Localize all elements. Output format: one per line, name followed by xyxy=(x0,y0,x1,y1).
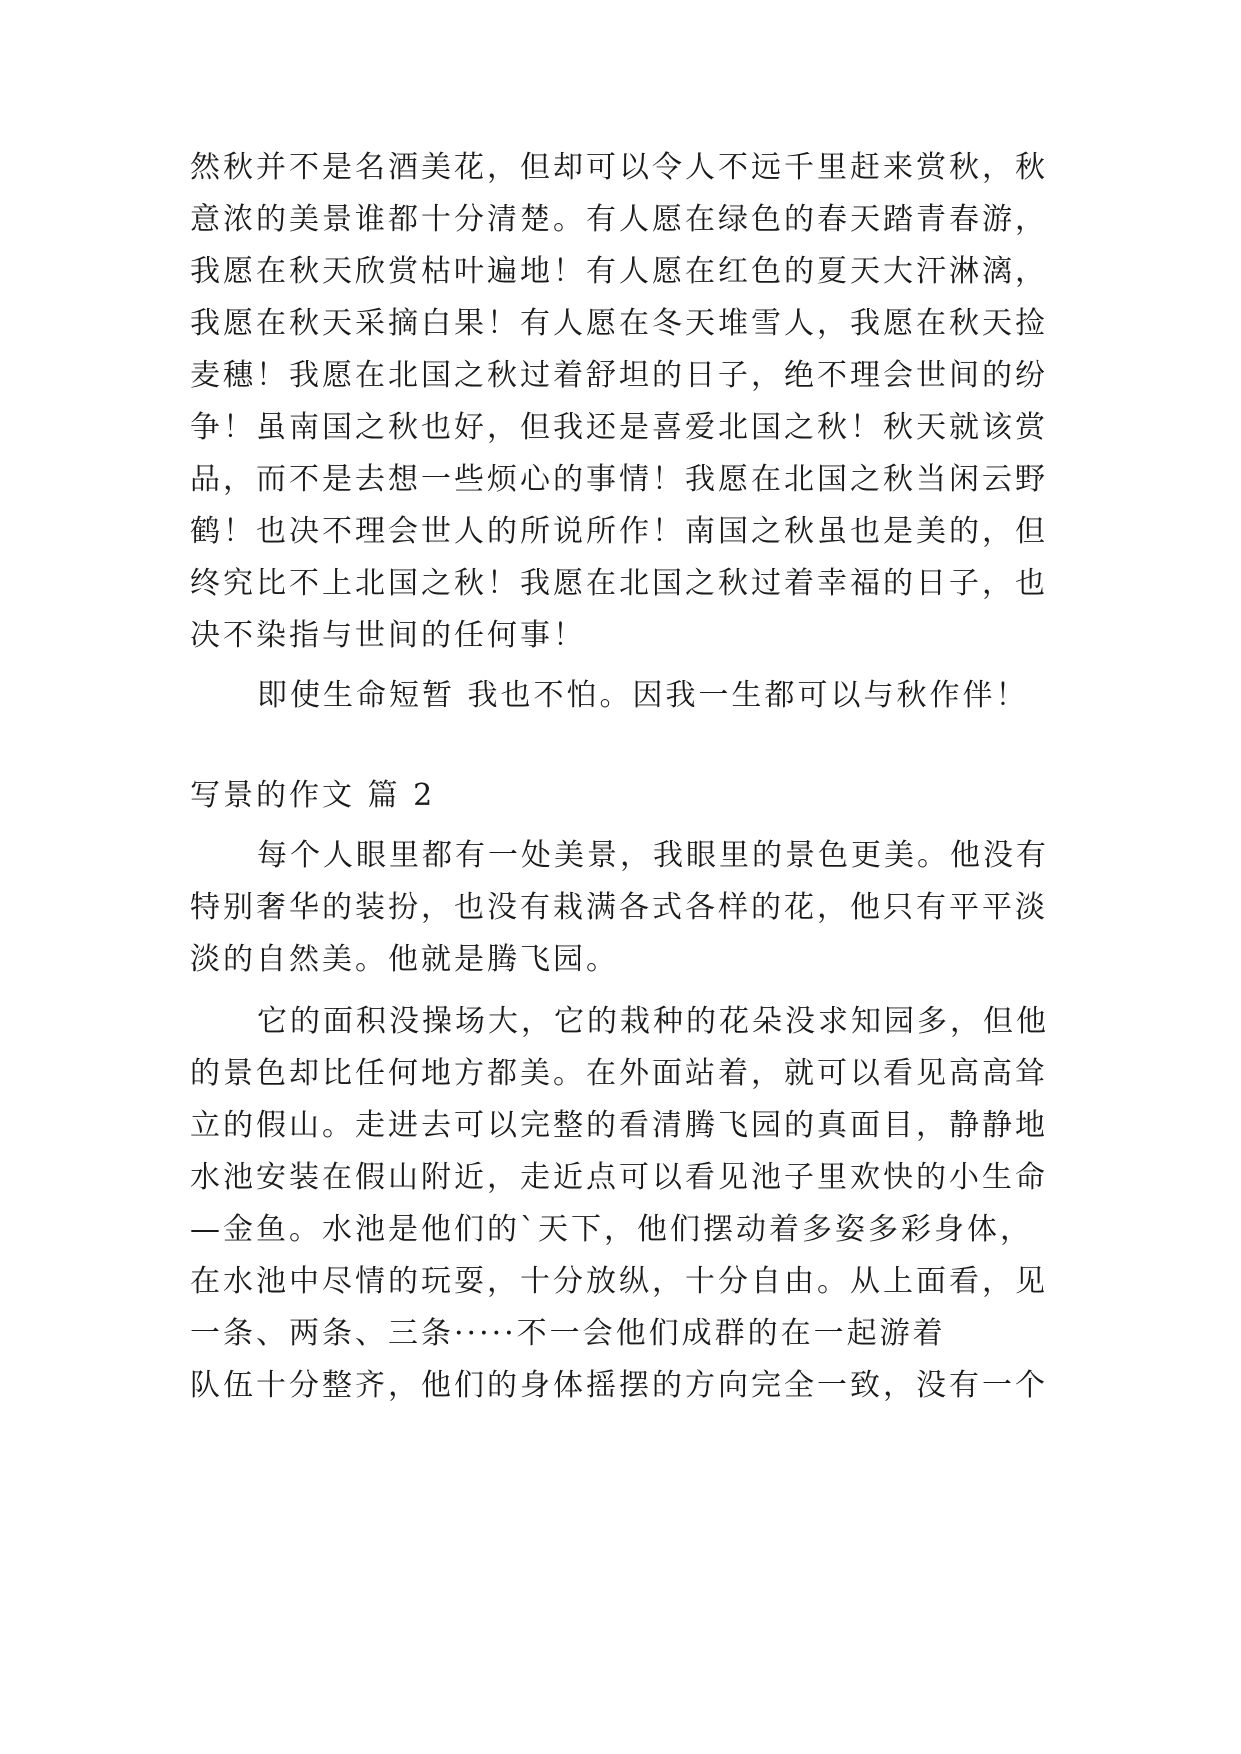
section-title: 写景的作文 篇 2 xyxy=(190,778,436,813)
body-text-line: 淡的自然美。他就是腾飞园。 xyxy=(190,942,619,977)
body-text-line: 它的面积没操场大，它的栽种的花朵没求知园多，但他 xyxy=(257,1004,1049,1039)
body-text-line: 麦穗！我愿在北国之秋过着舒坦的日子，绝不理会世间的纷 xyxy=(190,358,1048,393)
body-text-line: 一条、两条、三条·····不一会他们成群的在一起游着 xyxy=(190,1316,946,1351)
body-text-line: 的景色却比任何地方都美。在外面站着，就可以看见高高耸 xyxy=(190,1056,1048,1091)
body-text-line: —金鱼。水池是他们的`天下，他们摆动着多姿多彩身体， xyxy=(190,1212,1033,1247)
body-text-line: 鹤！也决不理会世人的所说所作！南国之秋虽也是美的，但 xyxy=(190,514,1048,549)
body-text-line: 我愿在秋天欣赏枯叶遍地！有人愿在红色的夏天大汗淋漓， xyxy=(190,254,1048,289)
body-text-line: 意浓的美景谁都十分清楚。有人愿在绿色的春天踏青春游， xyxy=(190,202,1048,237)
body-text-line: 然秋并不是名酒美花，但却可以令人不远千里赶来赏秋，秋 xyxy=(190,150,1048,185)
body-text-line: 品，而不是去想一些烦心的事情！我愿在北国之秋当闲云野 xyxy=(190,462,1048,497)
closing-line: 即使生命短暂 我也不怕。因我一生都可以与秋作伴！ xyxy=(257,678,1029,713)
body-text-line: 特别奢华的装扮，也没有栽满各式各样的花，他只有平平淡 xyxy=(190,890,1048,925)
body-text-line: 我愿在秋天采摘白果！有人愿在冬天堆雪人，我愿在秋天捡 xyxy=(190,306,1048,341)
body-text-line: 在水池中尽情的玩耍，十分放纵，十分自由。从上面看，见 xyxy=(190,1264,1048,1299)
body-text-line: 立的假山。走进去可以完整的看清腾飞园的真面目，静静地 xyxy=(190,1108,1048,1143)
body-text-line: 水池安装在假山附近，走近点可以看见池子里欢快的小生命 xyxy=(190,1160,1048,1195)
body-text-line: 争！虽南国之秋也好，但我还是喜爱北国之秋！秋天就该赏 xyxy=(190,410,1048,445)
body-text-line: 每个人眼里都有一处美景，我眼里的景色更美。他没有 xyxy=(257,838,1049,873)
body-text-line: 决不染指与世间的任何事！ xyxy=(190,618,586,653)
body-text-line: 队伍十分整齐，他们的身体摇摆的方向完全一致，没有一个 xyxy=(190,1368,1048,1403)
body-text-line: 终究比不上北国之秋！我愿在北国之秋过着幸福的日子，也 xyxy=(190,566,1048,601)
